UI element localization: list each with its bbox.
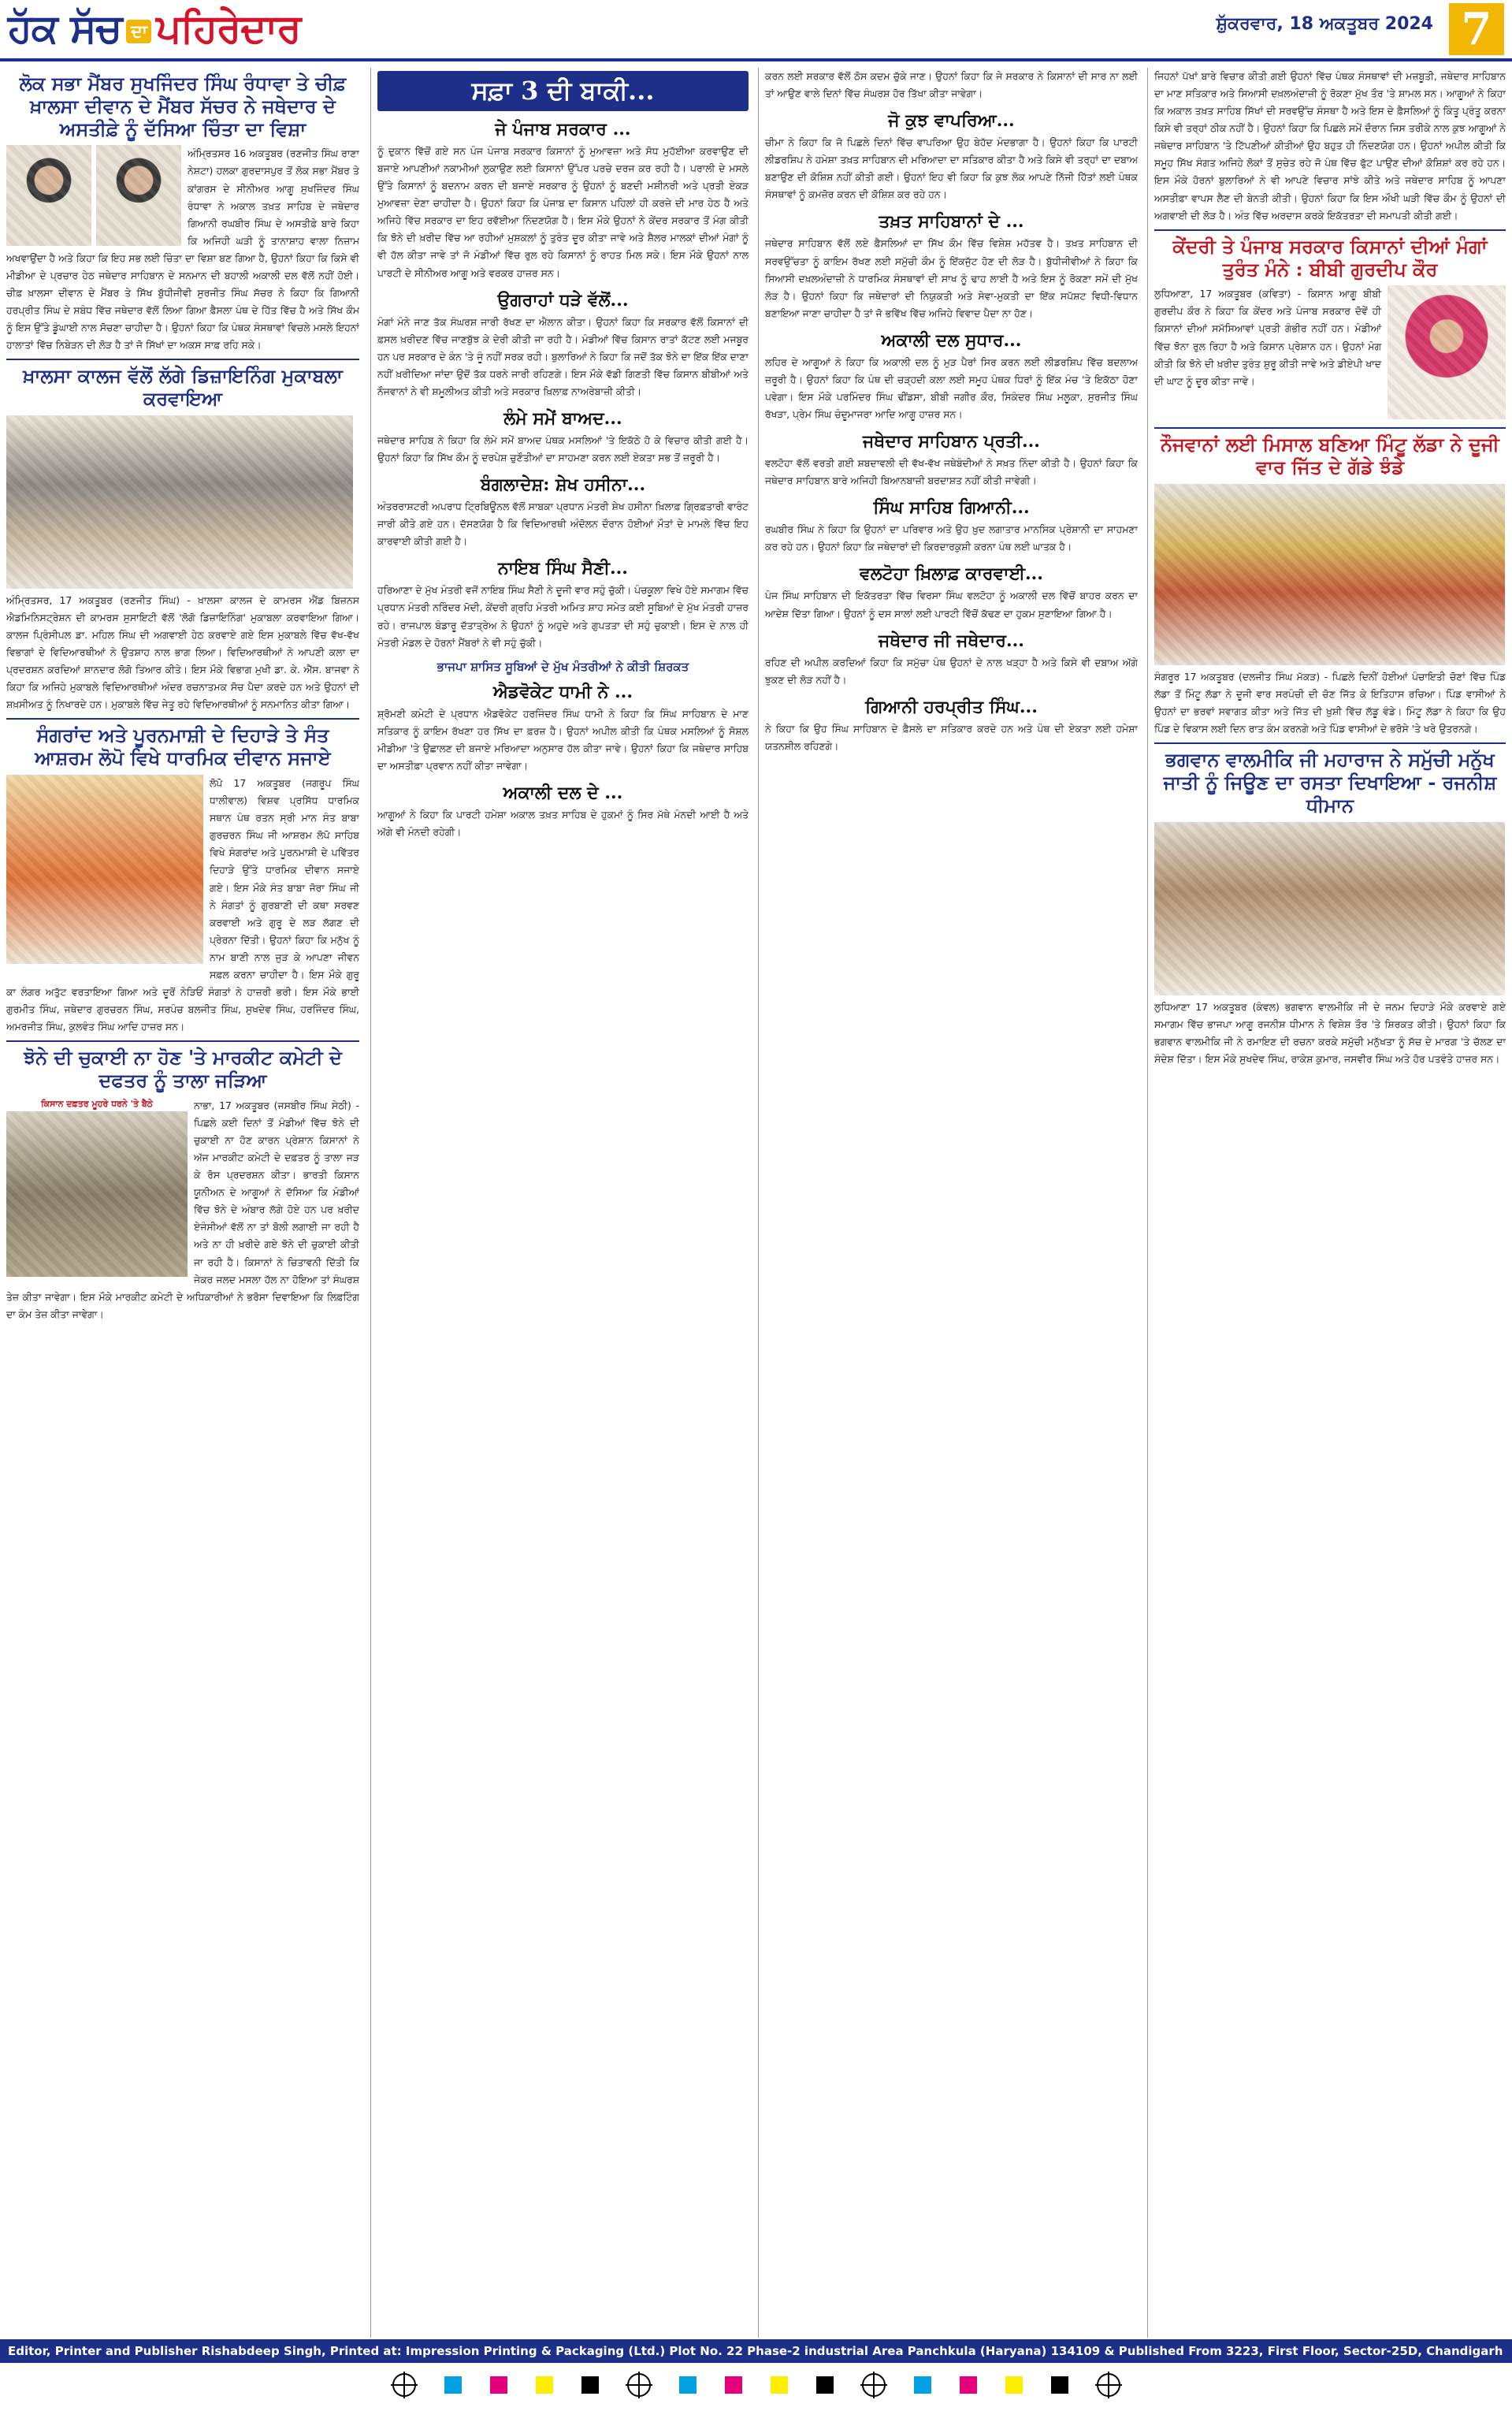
column-4: [1147, 68, 1506, 2338]
subhead-punjab-sarkar: ਜੇ ਪੰਜਾਬ ਸਰਕਾਰ ...: [495, 119, 631, 140]
text-jathedar-ji: ਰਹਿਣ ਦੀ ਅਪੀਲ ਕਰਦਿਆਂ ਕਿਹਾ ਕਿ ਸਮੁੱਚਾ ਪੰਥ ਉਹਨਾਂ ਦੇ ਨਾਲ ਖੜ੍ਹਾ ਹੈ ਅਤੇ ਕਿਸੇ ਵੀ ਦਬਾਅ ਅੱਗੇ ਝੁਕਣ ਦੀ ਲੋੜ ਨਹੀਂ ਹੈ।: [765, 656, 1138, 686]
subhead-akali-dal-de: ਅਕਾਲੀ ਦਲ ਦੇ ...: [503, 783, 623, 804]
subhead-ugrahan: ਉਗਰਾਹਾਂ ਧੜੇ ਵੱਲੋਂ...: [497, 289, 629, 311]
imprint-footer: Editor, Printer and Publisher Rishabdeep Singh, Printed at: Impression Printing & Packaging (Ltd.) Plot No. 22 Phase-2 industrial Area Panchkula (Haryana) 134109 & Published From 3223, First Floor, Sector-25D, Chandigarh: [0, 2339, 1512, 2363]
yellow-swatch: [771, 2376, 788, 2394]
subhead-bjp-cms: ਭਾਜਪਾ ਸ਼ਾਸਿਤ ਸੂਬਿਆਂ ਦੇ ਮੁੱਖ ਮੰਤਰੀਆਂ ਨੇ ਕੀਤੀ ਸ਼ਿਰਕਤ: [437, 659, 689, 674]
headline-mintu-ladda: ਨੌਜਵਾਨਾਂ ਲਈ ਮਿਸਾਲ ਬਣਿਆ ਮਿੰਟੂ ਲੱਡਾ ਨੇ ਦੂਜੀ ਵਾਰ ਜਿੱਤ ਦੇ ਗੱਡੇ ਝੰਡੇ: [1154, 427, 1506, 479]
text-ugrahan: ਮੰਗਾਂ ਮੰਨੇ ਜਾਣ ਤੱਕ ਸੰਘਰਸ਼ ਜਾਰੀ ਰੱਖਣ ਦਾ ਐਲਾਨ ਕੀਤਾ। ਉਹਨਾਂ ਕਿਹਾ ਕਿ ਸਰਕਾਰ ਵੱਲੋਂ ਕਿਸਾਨਾਂ ਦੀ ਫ਼ਸਲ ਖ਼ਰੀਦਣ ਵਿੱਚ ਜਾਣਬੁੱਝ ਕੇ ਦੇਰੀ ਕੀਤੀ ਜਾ ਰਹੀ ਹੈ। ਮੰਡੀਆਂ ਵਿੱਚ ਕਿਸਾਨ ਰਾਤਾਂ ਕੱਟਣ ਲਈ ਮਜਬੂਰ ਹਨ ਪਰ ਸਰਕਾਰ ਦੇ ਕੰਨ 'ਤੇ ਜੂੰ ਨਹੀਂ ਸਰਕ ਰਹੀ। ਬੁਲਾਰਿਆਂ ਨੇ ਕਿਹਾ ਕਿ ਜਦੋਂ ਤੱਕ ਝੋਨੇ ਦਾ ਇੱਕ ਇੱਕ ਦਾਣਾ ਨਹੀਂ ਖ਼ਰੀਦਿਆ ਜਾਂਦਾ ਉਦੋਂ ਤੱਕ ਧਰਨੇ ਜਾਰੀ ਰਹਿਣਗੇ। ਇਸ ਮੌਕੇ ਵੱਡੀ ਗਿਣਤੀ ਵਿੱਚ ਕਿਸਾਨ ਬੀਬੀਆਂ ਅਤੇ ਨੌਜਵਾਨਾਂ ਨੇ ਵੀ ਸ਼ਮੂਲੀਅਤ ਕੀਤੀ ਅਤੇ ਸਰਕਾਰ ਖ਼ਿਲਾਫ਼ ਨਾਅਰੇਬਾਜ਼ੀ ਕੀਤੀ।: [377, 315, 749, 397]
photo-mintu-ladda: [1154, 484, 1505, 665]
subhead-jathedar-ji: ਜਥੇਦਾਰ ਜੀ ਜਥੇਦਾਰ...: [879, 630, 1024, 651]
photo-portrait-2: [96, 145, 181, 246]
article-lopo-text: ਲੋਪੋ 17 ਅਕਤੂਬਰ (ਜਗਰੂਪ ਸਿੰਘ ਧਾਲੀਵਾਲ) ਵਿਸ਼ਵ ਪ੍ਰਸਿੱਧ ਧਾਰਮਿਕ ਸਥਾਨ ਪੰਥ ਰਤਨ ਸ੍ਰੀ ਮਾਨ ਸੰਤ ਬਾਬਾ ਗੁਰਚਰਨ ਸਿੰਘ ਜੀ ਆਸ਼ਰਮ ਲੋਪੋ ਸਾਹਿਬ ਵਿਖੇ ਸੰਗਰਾਂਦ ਅਤੇ ਪੂਰਨਮਾਸ਼ੀ ਦੇ ਪਵਿੱਤਰ ਦਿਹਾੜੇ ਉੱਤੇ ਧਾਰਮਿਕ ਦੀਵਾਨ ਸਜਾਏ ਗਏ। ਇਸ ਮੌਕੇ ਸੰਤ ਬਾਬਾ ਜੋਰਾ ਸਿੰਘ ਜੀ ਨੇ ਸੰਗਤਾਂ ਨੂੰ ਗੁਰਬਾਣੀ ਦੀ ਕਥਾ ਸਰਵਣ ਕਰਵਾਈ ਅਤੇ ਗੁਰੂ ਦੇ ਲੜ ਲੱਗਣ ਦੀ ਪ੍ਰੇਰਨਾ ਦਿੱਤੀ। ਉਹਨਾਂ ਕਿਹਾ ਕਿ ਮਨੁੱਖ ਨੂੰ ਨਾਮ ਬਾਣੀ ਨਾਲ ਜੁੜ ਕੇ ਆਪਣਾ ਜੀਵਨ ਸਫ਼ਲ ਕਰਨਾ ਚਾਹੀਦਾ ਹੈ। ਇਸ ਮੌਕੇ ਗੁਰੂ ਕਾ ਲੰਗਰ ਅਤੁੱਟ ਵਰਤਾਇਆ ਗਿਆ ਅਤੇ ਦੂਰੋਂ ਨੇੜਿਓਂ ਸੰਗਤਾਂ ਨੇ ਹਾਜ਼ਰੀ ਭਰੀ। ਇਸ ਮੌਕੇ ਭਾਈ ਗੁਰਮੀਤ ਸਿੰਘ, ਜਥੇਦਾਰ ਗੁਰਚਰਨ ਸਿੰਘ, ਸਰਪੰਚ ਬਲਜੀਤ ਸਿੰਘ, ਸੁਖਦੇਵ ਸਿੰਘ, ਹਰਜਿੰਦਰ ਸਿੰਘ, ਅਮਰਜੀਤ ਸਿੰਘ, ਕੁਲਵੰਤ ਸਿੰਘ ਆਦਿ ਹਾਜ਼ਰ ਸਨ।: [6, 777, 359, 1033]
text-carryover-4: ਜਿਹਨਾਂ ਪੱਖਾਂ ਬਾਰੇ ਵਿਚਾਰ ਕੀਤੀ ਗਈ ਉਹਨਾਂ ਵਿੱਚ ਪੰਥਕ ਸੰਸਥਾਵਾਂ ਦੀ ਮਜ਼ਬੂਤੀ, ਜਥੇਦਾਰ ਸਾਹਿਬਾਨ ਦਾ ਮਾਣ ਸਤਿਕਾਰ ਅਤੇ ਸਿਆਸੀ ਦਖ਼ਲਅੰਦਾਜ਼ੀ ਨੂੰ ਰੋਕਣਾ ਮੁੱਖ ਤੌਰ 'ਤੇ ਸ਼ਾਮਲ ਸਨ। ਆਗੂਆਂ ਨੇ ਕਿਹਾ ਕਿ ਅਕਾਲ ਤਖ਼ਤ ਸਾਹਿਬ ਸਿੱਖਾਂ ਦੀ ਸਰਵਉੱਚ ਸੰਸਥਾ ਹੈ ਅਤੇ ਇਸ ਦੇ ਫ਼ੈਸਲਿਆਂ ਨੂੰ ਕਿੰਤੂ ਪ੍ਰੰਤੂ ਕਰਨਾ ਕਿਸੇ ਵੀ ਤਰ੍ਹਾਂ ਠੀਕ ਨਹੀਂ ਹੈ। ਉਹਨਾਂ ਕਿਹਾ ਕਿ ਪਿਛਲੇ ਸਮੇਂ ਦੌਰਾਨ ਜਿਸ ਤਰੀਕੇ ਨਾਲ ਕੁਝ ਆਗੂਆਂ ਨੇ ਜਥੇਦਾਰ ਸਾਹਿਬਾਨ 'ਤੇ ਟਿੱਪਣੀਆਂ ਕੀਤੀਆਂ ਉਹ ਬਹੁਤ ਹੀ ਨਿੰਦਣਯੋਗ ਹਨ। ਉਹਨਾਂ ਅਪੀਲ ਕੀਤੀ ਕਿ ਸਮੂਹ ਸਿੱਖ ਸੰਗਤ ਅਜਿਹੇ ਲੋਕਾਂ ਤੋਂ ਸੁਚੇਤ ਰਹੇ ਜੋ ਪੰਥ ਵਿੱਚ ਫੁੱਟ ਪਾਉਣ ਦੀਆਂ ਕੋਸ਼ਿਸ਼ਾਂ ਕਰ ਰਹੇ ਹਨ। ਇਸ ਮੌਕੇ ਹੋਰਨਾਂ ਬੁਲਾਰਿਆਂ ਨੇ ਵੀ ਆਪਣੇ ਵਿਚਾਰ ਸਾਂਝੇ ਕੀਤੇ ਅਤੇ ਜਥੇਦਾਰ ਸਾਹਿਬ ਨੂੰ ਆਪਣਾ ਅਸਤੀਫ਼ਾ ਵਾਪਸ ਲੈਣ ਦੀ ਬੇਨਤੀ ਕੀਤੀ। ਉਹਨਾਂ ਕਿਹਾ ਕਿ ਇਸ ਔਖੀ ਘੜੀ ਵਿੱਚ ਕੌਮ ਨੂੰ ਉਹਨਾਂ ਦੀ ਅਗਵਾਈ ਦੀ ਲੋੜ ਹੈ। ਅੰਤ ਵਿੱਚ ਅਰਦਾਸ ਕਰਕੇ ਇਕੱਤਰਤਾ ਦੀ ਸਮਾਪਤੀ ਕੀਤੀ ਗਈ।: [1154, 70, 1506, 221]
subhead-valtoha: ਵਲਟੋਹਾ ਖ਼ਿਲਾਫ਼ ਕਾਰਵਾਈ...: [860, 564, 1043, 585]
column-3: [758, 68, 1138, 2338]
text-nayab-saini: ਹਰਿਆਣਾ ਦੇ ਮੁੱਖ ਮੰਤਰੀ ਵਜੋਂ ਨਾਇਬ ਸਿੰਘ ਸੈਣੀ ਨੇ ਦੂਜੀ ਵਾਰ ਸਹੁੰ ਚੁੱਕੀ। ਪੰਚਕੂਲਾ ਵਿਖੇ ਹੋਏ ਸਮਾਗਮ ਵਿੱਚ ਪ੍ਰਧਾਨ ਮੰਤਰੀ ਨਰਿੰਦਰ ਮੋਦੀ, ਕੇਂਦਰੀ ਗ੍ਰਹਿ ਮੰਤਰੀ ਅਮਿਤ ਸ਼ਾਹ ਸਮੇਤ ਕਈ ਸੂਬਿਆਂ ਦੇ ਮੁੱਖ ਮੰਤਰੀ ਹਾਜ਼ਰ ਰਹੇ। ਰਾਜਪਾਲ ਬੰਡਾਰੂ ਦੱਤਾਤ੍ਰੇਅ ਨੇ ਉਹਨਾਂ ਨੂੰ ਅਹੁਦੇ ਅਤੇ ਗੁਪਤਤਾ ਦੀ ਸਹੁੰ ਚੁਕਾਈ। ਇਸ ਦੇ ਨਾਲ ਹੀ ਮੰਤਰੀ ਮੰਡਲ ਦੇ ਹੋਰਨਾਂ ਮੈਂਬਰਾਂ ਨੇ ਵੀ ਸਹੁੰ ਚੁੱਕੀ।: [377, 584, 749, 649]
photo-valmiki-event: [1154, 822, 1505, 995]
yellow-swatch: [536, 2376, 553, 2394]
text-harpreet-singh: ਨੇ ਕਿਹਾ ਕਿ ਉਹ ਸਿੰਘ ਸਾਹਿਬਾਨ ਦੇ ਫ਼ੈਸਲੇ ਦਾ ਸਤਿਕਾਰ ਕਰਦੇ ਹਨ ਅਤੇ ਪੰਥ ਦੀ ਏਕਤਾ ਲਈ ਹਮੇਸ਼ਾ ਯਤਨਸ਼ੀਲ ਰਹਿਣਗੇ।: [765, 722, 1138, 752]
text-dhami: ਸ਼੍ਰੋਮਣੀ ਕਮੇਟੀ ਦੇ ਪ੍ਰਧਾਨ ਐਡਵੋਕੇਟ ਹਰਜਿੰਦਰ ਸਿੰਘ ਧਾਮੀ ਨੇ ਕਿਹਾ ਕਿ ਸਿੰਘ ਸਾਹਿਬਾਨ ਦੇ ਮਾਣ ਸਤਿਕਾਰ ਨੂੰ ਕਾਇਮ ਰੱਖਣਾ ਹਰ ਸਿੱਖ ਦਾ ਫ਼ਰਜ਼ ਹੈ। ਉਹਨਾਂ ਅਪੀਲ ਕੀਤੀ ਕਿ ਪੰਥਕ ਮਸਲਿਆਂ ਨੂੰ ਸੋਸ਼ਲ ਮੀਡੀਆ 'ਤੇ ਉਛਾਲਣ ਦੀ ਬਜਾਏ ਮਰਿਆਦਾ ਅਨੁਸਾਰ ਹੱਲ ਕੀਤਾ ਜਾਵੇ। ਉਹਨਾਂ ਕਿਹਾ ਕਿ ਜਥੇਦਾਰ ਸਾਹਿਬ ਦਾ ਅਸਤੀਫ਼ਾ ਪ੍ਰਵਾਨ ਨਹੀਂ ਕੀਤਾ ਜਾਵੇਗਾ।: [377, 707, 749, 772]
text-singh-sahib: ਰਘਬੀਰ ਸਿੰਘ ਨੇ ਕਿਹਾ ਕਿ ਉਹਨਾਂ ਦਾ ਪਰਿਵਾਰ ਅਤੇ ਉਹ ਖ਼ੁਦ ਲਗਾਤਾਰ ਮਾਨਸਿਕ ਪ੍ਰੇਸ਼ਾਨੀ ਦਾ ਸਾਹਮਣਾ ਕਰ ਰਹੇ ਹਨ। ਉਹਨਾਂ ਕਿਹਾ ਕਿ ਜਥੇਦਾਰਾਂ ਦੀ ਕਿਰਦਾਰਕੁਸ਼ੀ ਕਰਨਾ ਪੰਥ ਲਈ ਘਾਤਕ ਹੈ।: [765, 523, 1138, 553]
issue-date: ਸ਼ੁੱਕਰਵਾਰ, 18 ਅਕਤੂਬਰ 2024: [1216, 14, 1433, 34]
subhead-harpreet-singh: ਗਿਆਨੀ ਹਰਪ੍ਰੀਤ ਸਿੰਘ...: [865, 696, 1038, 717]
subhead-nayab-saini: ਨਾਇਬ ਸਿੰਘ ਸੈਣੀ...: [498, 558, 628, 579]
headline-randhawa: ਲੋਕ ਸਭਾ ਮੈਂਬਰ ਸੁਖਜਿੰਦਰ ਸਿੰਘ ਰੰਧਾਵਾ ਤੇ ਚੀਫ਼ ਖ਼ਾਲਸਾ ਦੀਵਾਨ ਦੇ ਮੈਂਬਰ ਸੱਚਰ ਨੇ ਜਥੇਦਾਰ ਦੇ ਅਸਤੀਫ਼ੇ ਨੂੰ ਦੱਸਿਆ ਚਿੰਤਾ ਦਾ ਵਿਸ਼ਾ: [19, 72, 347, 140]
black-swatch: [581, 2376, 599, 2394]
text-akali-sudhar: ਲਹਿਰ ਦੇ ਆਗੂਆਂ ਨੇ ਕਿਹਾ ਕਿ ਅਕਾਲੀ ਦਲ ਨੂੰ ਮੁੜ ਪੈਰਾਂ ਸਿਰ ਕਰਨ ਲਈ ਲੀਡਰਸ਼ਿਪ ਵਿੱਚ ਬਦਲਾਅ ਜ਼ਰੂਰੀ ਹੈ। ਉਹਨਾਂ ਕਿਹਾ ਕਿ ਪੰਥ ਦੀ ਚੜ੍ਹਦੀ ਕਲਾ ਲਈ ਸਮੂਹ ਪੰਥਕ ਧਿਰਾਂ ਨੂੰ ਇੱਕ ਮੰਚ 'ਤੇ ਇਕੱਠਾ ਹੋਣਾ ਪਵੇਗਾ। ਇਸ ਮੌਕੇ ਪਰਮਿੰਦਰ ਸਿੰਘ ਢੀਂਡਸਾ, ਬੀਬੀ ਜਗੀਰ ਕੌਰ, ਸਿਕੰਦਰ ਸਿੰਘ ਮਲੂਕਾ, ਸੁਰਜੀਤ ਸਿੰਘ ਰੱਖੜਾ, ਪ੍ਰੇਮ ਸਿੰਘ ਚੰਦੂਮਾਜਰਾ ਆਦਿ ਆਗੂ ਹਾਜ਼ਰ ਸਨ।: [765, 355, 1138, 421]
text-jathedar-prati: ਵਲਟੋਹਾ ਵੱਲੋਂ ਵਰਤੀ ਗਈ ਸ਼ਬਦਾਵਲੀ ਦੀ ਵੱਖ-ਵੱਖ ਜਥੇਬੰਦੀਆਂ ਨੇ ਸਖ਼ਤ ਨਿੰਦਾ ਕੀਤੀ ਹੈ। ਉਹਨਾਂ ਕਿਹਾ ਕਿ ਜਥੇਦਾਰ ਸਾਹਿਬਾਨ ਬਾਰੇ ਅਜਿਹੀ ਬਿਆਨਬਾਜ਼ੀ ਬਰਦਾਸ਼ਤ ਨਹੀਂ ਕੀਤੀ ਜਾਵੇਗੀ।: [765, 457, 1138, 487]
article-khalsa-college-text: ਅੰਮ੍ਰਿਤਸਰ, 17 ਅਕਤੂਬਰ (ਰਣਜੀਤ ਸਿੰਘ) - ਖ਼ਾਲਸਾ ਕਾਲਜ ਦੇ ਕਾਮਰਸ ਐਂਡ ਬਿਜ਼ਨਸ ਐਡਮਿਨਿਸਟ੍ਰੇਸ਼ਨ ਦੀ ਕਾਮਰਸ ਸੁਸਾਇਟੀ ਵੱਲੋਂ 'ਲੋਗੋ ਡਿਜ਼ਾਇਨਿੰਗ' ਮੁਕਾਬਲਾ ਕਰਵਾਇਆ ਗਿਆ। ਕਾਲਜ ਪ੍ਰਿੰਸੀਪਲ ਡਾ. ਮਹਿਲ ਸਿੰਘ ਦੀ ਅਗਵਾਈ ਹੇਠ ਕਰਵਾਏ ਗਏ ਇਸ ਮੁਕਾਬਲੇ ਵਿੱਚ ਵੱਖ-ਵੱਖ ਵਿਭਾਗਾਂ ਦੇ ਵਿਦਿਆਰਥੀਆਂ ਨੇ ਉਤਸ਼ਾਹ ਨਾਲ ਭਾਗ ਲਿਆ। ਵਿਦਿਆਰਥੀਆਂ ਨੇ ਆਪਣੀ ਕਲਾ ਦਾ ਪ੍ਰਦਰਸ਼ਨ ਕਰਦਿਆਂ ਸ਼ਾਨਦਾਰ ਲੋਗੋ ਤਿਆਰ ਕੀਤੇ। ਇਸ ਮੌਕੇ ਵਿਭਾਗ ਮੁਖੀ ਡਾ. ਕੇ. ਐੱਸ. ਬਾਜਵਾ ਨੇ ਕਿਹਾ ਕਿ ਅਜਿਹੇ ਮੁਕਾਬਲੇ ਵਿਦਿਆਰਥੀਆਂ ਅੰਦਰ ਰਚਨਾਤਮਕ ਸੋਚ ਪੈਦਾ ਕਰਦੇ ਹਨ ਅਤੇ ਉਹਨਾਂ ਦੀ ਸ਼ਖ਼ਸੀਅਤ ਨੂੰ ਨਿਖਾਰਦੇ ਹਨ। ਮੁਕਾਬਲੇ ਵਿੱਚ ਜੇਤੂ ਰਹੇ ਵਿਦਿਆਰਥੀਆਂ ਨੂੰ ਸਨਮਾਨਿਤ ਕੀਤਾ ਗਿਆ।: [6, 593, 359, 711]
market-photo-block: [6, 1097, 188, 1277]
black-swatch: [1051, 2376, 1068, 2394]
registration-bar: [0, 2369, 1512, 2401]
text-valtoha: ਪੰਜ ਸਿੰਘ ਸਾਹਿਬਾਨ ਦੀ ਇਕੱਤਰਤਾ ਵਿੱਚ ਵਿਰਸਾ ਸਿੰਘ ਵਲਟੋਹਾ ਨੂੰ ਅਕਾਲੀ ਦਲ ਵਿੱਚੋਂ ਬਾਹਰ ਕਰਨ ਦਾ ਆਦੇਸ਼ ਦਿੱਤਾ ਗਿਆ। ਉਹਨਾਂ ਨੂੰ ਦਸ ਸਾਲਾਂ ਲਈ ਪਾਰਟੀ ਵਿੱਚੋਂ ਕੱਢਣ ਦਾ ਹੁਕਮ ਸੁਣਾਇਆ ਗਿਆ ਹੈ।: [765, 590, 1138, 619]
column-2: [370, 68, 749, 2338]
subhead-dhami: ਐਡਵੋਕੇਟ ਧਾਮੀ ਨੇ ...: [493, 681, 633, 702]
subhead-lamme-same: ਲੰਮੇ ਸਮੇਂ ਬਾਅਦ...: [503, 408, 622, 430]
text-takht-sahiban: ਜਥੇਦਾਰ ਸਾਹਿਬਾਨ ਵੱਲੋਂ ਲਏ ਫ਼ੈਸਲਿਆਂ ਦਾ ਸਿੱਖ ਕੌਮ ਵਿੱਚ ਵਿਸ਼ੇਸ਼ ਮਹੱਤਵ ਹੈ। ਤਖ਼ਤ ਸਾਹਿਬਾਨ ਦੀ ਸਰਵਉੱਚਤਾ ਨੂੰ ਕਾਇਮ ਰੱਖਣ ਲਈ ਸਮੁੱਚੀ ਕੌਮ ਨੂੰ ਇੱਕਜੁੱਟ ਹੋਣ ਦੀ ਲੋੜ ਹੈ। ਬੁੱਧੀਜੀਵੀਆਂ ਨੇ ਕਿਹਾ ਕਿ ਸਿਆਸੀ ਦਖ਼ਲਅੰਦਾਜ਼ੀ ਨੇ ਧਾਰਮਿਕ ਸੰਸਥਾਵਾਂ ਦੀ ਸਾਖ ਨੂੰ ਢਾਹ ਲਾਈ ਹੈ ਅਤੇ ਇਸ ਨੂੰ ਰੋਕਣਾ ਸਮੇਂ ਦੀ ਮੁੱਖ ਲੋੜ ਹੈ। ਉਹਨਾਂ ਕਿਹਾ ਕਿ ਜਥੇਦਾਰਾਂ ਦੀ ਨਿਯੁਕਤੀ ਅਤੇ ਸੇਵਾ-ਮੁਕਤੀ ਦਾ ਇੱਕ ਸਪੱਸ਼ਟ ਵਿਧੀ-ਵਿਧਾਨ ਬਣਾਇਆ ਜਾਣਾ ਚਾਹੀਦਾ ਹੈ ਤਾਂ ਜੋ ਭਵਿੱਖ ਵਿੱਚ ਅਜਿਹੇ ਵਿਵਾਦ ਪੈਦਾ ਨਾ ਹੋਣ।: [765, 237, 1138, 319]
photo-protest: [6, 1111, 188, 1277]
text-bangladesh: ਅੰਤਰਰਾਸ਼ਟਰੀ ਅਪਰਾਧ ਟ੍ਰਿਬਿਊਨਲ ਵੱਲੋਂ ਸਾਬਕਾ ਪ੍ਰਧਾਨ ਮੰਤਰੀ ਸ਼ੇਖ ਹਸੀਨਾ ਖ਼ਿਲਾਫ਼ ਗ੍ਰਿਫ਼ਤਾਰੀ ਵਾਰੰਟ ਜਾਰੀ ਕੀਤੇ ਗਏ ਹਨ। ਦੱਸਣਯੋਗ ਹੈ ਕਿ ਵਿਦਿਆਰਥੀ ਅੰਦੋਲਨ ਦੌਰਾਨ ਹੋਈਆਂ ਮੌਤਾਂ ਦੇ ਮਾਮਲੇ ਵਿੱਚ ਇਹ ਕਾਰਵਾਈ ਕੀਤੀ ਗਈ ਹੈ।: [377, 500, 749, 548]
photo-lopo-saint: [6, 775, 203, 964]
yellow-swatch: [1005, 2376, 1023, 2394]
page-number: 7: [1449, 3, 1504, 55]
text-lamme-same: ਜਥੇਦਾਰ ਸਾਹਿਬ ਨੇ ਕਿਹਾ ਕਿ ਲੰਮੇ ਸਮੇਂ ਬਾਅਦ ਪੰਥਕ ਮਸਲਿਆਂ 'ਤੇ ਇਕੱਠੇ ਹੋ ਕੇ ਵਿਚਾਰ ਕੀਤੀ ਗਈ ਹੈ। ਉਹਨਾਂ ਕਿਹਾ ਕਿ ਸਿੱਖ ਕੌਮ ਨੂੰ ਦਰਪੇਸ਼ ਚੁਣੌਤੀਆਂ ਦਾ ਸਾਹਮਣਾ ਕਰਨ ਲਈ ਏਕਤਾ ਸਭ ਤੋਂ ਜ਼ਰੂਰੀ ਹੈ।: [377, 434, 749, 464]
logo-part-a: ਹੱਕ ਸੱਚ: [8, 5, 122, 51]
article-gurdeep-kaur-text: ਲੁਧਿਆਣਾ, 17 ਅਕਤੂਬਰ (ਕਵਿਤਾ) - ਕਿਸਾਨ ਆਗੂ ਬੀਬੀ ਗੁਰਦੀਪ ਕੌਰ ਨੇ ਕਿਹਾ ਕਿ ਕੇਂਦਰ ਅਤੇ ਪੰਜਾਬ ਸਰਕਾਰ ਦੋਵੇਂ ਹੀ ਕਿਸਾਨਾਂ ਦੀਆਂ ਸਮੱਸਿਆਵਾਂ ਪ੍ਰਤੀ ਗੰਭੀਰ ਨਹੀਂ ਹਨ। ਮੰਡੀਆਂ ਵਿੱਚ ਝੋਨਾ ਰੁਲ ਰਿਹਾ ਹੈ ਅਤੇ ਕਿਸਾਨ ਪ੍ਰੇਸ਼ਾਨ ਹਨ। ਉਹਨਾਂ ਮੰਗ ਕੀਤੀ ਕਿ ਝੋਨੇ ਦੀ ਖ਼ਰੀਦ ਤੁਰੰਤ ਸ਼ੁਰੂ ਕੀਤੀ ਜਾਵੇ ਅਤੇ ਡੀਏਪੀ ਖਾਦ ਦੀ ਘਾਟ ਨੂੰ ਦੂਰ ਕੀਤਾ ਜਾਵੇ।: [1154, 288, 1381, 387]
magenta-swatch: [960, 2376, 977, 2394]
subhead-jathedar-prati: ਜਥੇਦਾਰ ਸਾਹਿਬਾਨ ਪ੍ਰਤੀ...: [863, 431, 1040, 452]
registration-mark-icon: [862, 2373, 886, 2397]
newspaper-logo: [8, 5, 301, 57]
headline-market-committee: ਝੋਨੇ ਦੀ ਚੁਕਾਈ ਨਾ ਹੋਣ 'ਤੇ ਮਾਰਕੀਟ ਕਮੇਟੀ ਦੇ ਦਫਤਰ ਨੂੰ ਤਾਲਾ ਜੜਿਆ: [6, 1040, 359, 1092]
logo-part-b: ਪਹਿਰੇਦਾਰ: [156, 5, 301, 51]
text-jo-kujh: ਚੀਮਾ ਨੇ ਕਿਹਾ ਕਿ ਜੋ ਪਿਛਲੇ ਦਿਨਾਂ ਵਿੱਚ ਵਾਪਰਿਆ ਉਹ ਬੇਹੱਦ ਮੰਦਭਾਗਾ ਹੈ। ਉਹਨਾਂ ਕਿਹਾ ਕਿ ਪਾਰਟੀ ਲੀਡਰਸ਼ਿਪ ਨੇ ਹਮੇਸ਼ਾ ਤਖ਼ਤ ਸਾਹਿਬਾਨ ਦੀ ਮਰਿਆਦਾ ਦਾ ਸਤਿਕਾਰ ਕੀਤਾ ਹੈ ਅਤੇ ਕਿਸੇ ਵੀ ਤਰ੍ਹਾਂ ਦਾ ਦਬਾਅ ਬਣਾਉਣ ਦੀ ਕੋਸ਼ਿਸ਼ ਨਹੀਂ ਕੀਤੀ ਗਈ। ਉਹਨਾਂ ਇਹ ਵੀ ਕਿਹਾ ਕਿ ਕੁਝ ਲੋਕ ਆਪਣੇ ਨਿੱਜੀ ਹਿੱਤਾਂ ਲਈ ਪੰਥਕ ਸੰਸਥਾਵਾਂ ਨੂੰ ਕਮਜ਼ੋਰ ਕਰਨ ਦੀ ਕੋਸ਼ਿਸ਼ ਕਰ ਰਹੇ ਹਨ।: [765, 136, 1138, 201]
magenta-swatch: [490, 2376, 507, 2394]
black-swatch: [816, 2376, 834, 2394]
logo-da-badge: ਦਾ: [126, 20, 151, 43]
headline-lopo-diwan: ਸੰਗਰਾਂਦ ਅਤੇ ਪੂਰਨਮਾਸ਼ੀ ਦੇ ਦਿਹਾੜੇ ਤੇ ਸੰਤ ਆਸ਼ਰਮ ਲੋਪੋ ਵਿਖੇ ਧਾਰਮਿਕ ਦੀਵਾਨ ਸਜਾਏ: [6, 718, 359, 770]
subhead-akali-sudhar: ਅਕਾਲੀ ਦਲ ਸੁਧਾਰ...: [881, 329, 1022, 351]
masthead: [0, 0, 1512, 61]
headline-khalsa-college: ਖ਼ਾਲਸਾ ਕਾਲਜ ਵੱਲੋਂ ਲੱਗੇ ਡਿਜ਼ਾਇਨਿੰਗ ਮੁਕਾਬਲਾ ਕਰਵਾਇਆ: [6, 359, 359, 411]
subhead-takht-sahiban: ਤਖ਼ਤ ਸਾਹਿਬਾਨਾਂ ਦੇ ...: [879, 211, 1024, 233]
photo-portrait-1: [6, 145, 91, 246]
cyan-swatch: [679, 2376, 697, 2394]
registration-mark-icon: [1097, 2373, 1120, 2397]
photo-gurdeep-kaur: [1388, 285, 1506, 419]
portraits: [6, 145, 181, 246]
cyan-swatch: [914, 2376, 931, 2394]
article-mintu-ladda-text: ਸੰਗਰੂਰ 17 ਅਕਤੂਬਰ (ਦਲਜੀਤ ਸਿੰਘ ਮੱਕੜ) - ਪਿਛਲੇ ਦਿਨੀਂ ਹੋਈਆਂ ਪੰਚਾਇਤੀ ਚੋਣਾਂ ਵਿੱਚ ਪਿੰਡ ਲੱਡਾ ਤੋਂ ਮਿੰਟੂ ਲੱਡਾ ਨੇ ਦੂਜੀ ਵਾਰ ਸਰਪੰਚੀ ਦੀ ਚੋਣ ਜਿੱਤ ਕੇ ਇਤਿਹਾਸ ਰਚਿਆ। ਪਿੰਡ ਵਾਸੀਆਂ ਨੇ ਉਹਨਾਂ ਦਾ ਭਰਵਾਂ ਸਵਾਗਤ ਕੀਤਾ ਅਤੇ ਜਿੱਤ ਦੀ ਖ਼ੁਸ਼ੀ ਵਿੱਚ ਲੱਡੂ ਵੰਡੇ। ਮਿੰਟੂ ਲੱਡਾ ਨੇ ਕਿਹਾ ਕਿ ਉਹ ਪਿੰਡ ਦੇ ਵਿਕਾਸ ਲਈ ਦਿਨ ਰਾਤ ਕੰਮ ਕਰਨਗੇ ਅਤੇ ਪਿੰਡ ਵਾਸੀਆਂ ਦੇ ਭਰੋਸੇ 'ਤੇ ਖਰੇ ਉਤਰਨਗੇ।: [1154, 670, 1506, 735]
text-punjab-sarkar: ਨੂੰ ਦੁਕਾਨ ਵਿੱਚੋਂ ਗਏ ਸਨ ਪੰਜ ਪੰਜਾਬ ਸਰਕਾਰ ਕਿਸਾਨਾਂ ਨੂੰ ਮੁਆਵਜ਼ਾ ਅਤੇ ਸੋਧ ਮੁਹੱਈਆ ਕਰਵਾਉਣ ਦੀ ਬਜਾਏ ਆਪਣੀਆਂ ਨਕਾਮੀਆਂ ਲੁਕਾਉਣ ਲਈ ਕਿਸਾਨਾਂ ਉੱਪਰ ਪਰਚੇ ਦਰਜ ਕਰ ਰਹੀ ਹੈ। ਪਰਾਲੀ ਦੇ ਮਸਲੇ ਉੱਤੇ ਕਿਸਾਨਾਂ ਨੂੰ ਬਦਨਾਮ ਕਰਨ ਦੀ ਬਜਾਏ ਸਰਕਾਰ ਨੂੰ ਉਹਨਾਂ ਨੂੰ ਬਣਦੀ ਮਸ਼ੀਨਰੀ ਅਤੇ ਪ੍ਰਤੀ ਏਕੜ ਮੁਆਵਜ਼ਾ ਦੇਣਾ ਚਾਹੀਦਾ ਹੈ। ਉਹਨਾਂ ਕਿਹਾ ਕਿ ਪੰਜਾਬ ਦਾ ਕਿਸਾਨ ਪਹਿਲਾਂ ਹੀ ਕਰਜ਼ੇ ਦੀ ਮਾਰ ਹੇਠ ਹੈ ਅਤੇ ਅਜਿਹੇ ਵਿੱਚ ਸਰਕਾਰ ਦਾ ਇਹ ਰਵੱਈਆ ਨਿੰਦਣਯੋਗ ਹੈ। ਇਸ ਮੌਕੇ ਉਹਨਾਂ ਨੇ ਕੇਂਦਰ ਸਰਕਾਰ ਤੋਂ ਮੰਗ ਕੀਤੀ ਕਿ ਝੋਨੇ ਦੀ ਖ਼ਰੀਦ ਵਿੱਚ ਆ ਰਹੀਆਂ ਮੁਸ਼ਕਲਾਂ ਨੂੰ ਤੁਰੰਤ ਦੂਰ ਕੀਤਾ ਜਾਵੇ ਅਤੇ ਸ਼ੈਲਰ ਮਾਲਕਾਂ ਦੀਆਂ ਮੰਗਾਂ ਨੂੰ ਵੀ ਹੱਲ ਕੀਤਾ ਜਾਵੇ ਤਾਂ ਜੋ ਮੰਡੀਆਂ ਵਿੱਚ ਰੁਲ ਰਹੇ ਕਿਸਾਨਾਂ ਨੂੰ ਰਾਹਤ ਮਿਲ ਸਕੇ। ਇਸ ਮੌਕੇ ਉਹਨਾਂ ਨਾਲ ਪਾਰਟੀ ਦੇ ਸੀਨੀਅਰ ਆਗੂ ਅਤੇ ਵਰਕਰ ਹਾਜ਼ਰ ਸਨ।: [377, 145, 749, 279]
photo-khalsa-college: [6, 415, 353, 589]
article-randhawa-text: ਅੰਮ੍ਰਿਤਸਰ 16 ਅਕਤੂਬਰ (ਰਣਜੀਤ ਸਿੰਘ ਰਾਣਾ ਨੇਸ਼ਟਾ) ਹਲਕਾ ਗੁਰਦਾਸਪੁਰ ਤੋਂ ਲੋਕ ਸਭਾ ਮੈਂਬਰ ਤੇ ਕਾਂਗਰਸ ਦੇ ਸੀਨੀਅਰ ਆਗੂ ਸੁਖਜਿੰਦਰ ਸਿੰਘ ਰੰਧਾਵਾ ਨੇ ਅਕਾਲ ਤਖ਼ਤ ਸਾਹਿਬ ਦੇ ਜਥੇਦਾਰ ਗਿਆਨੀ ਰਘਬੀਰ ਸਿੰਘ ਦੇ ਅਸਤੀਫ਼ੇ ਬਾਰੇ ਕਿਹਾ ਕਿ ਅਜਿਹੀ ਘੜੀ ਨੂੰ ਤਾਨਾਸ਼ਾਹ ਵਾਲਾ ਨਿਜ਼ਾਮ ਅਖਵਾਉਂਦਾ ਹੈ ਅਤੇ ਕਿਹਾ ਕਿ ਇਹ ਸਭ ਲਈ ਚਿੰਤਾ ਦਾ ਵਿਸ਼ਾ ਬਣ ਗਿਆ ਹੈ, ਉਹਨਾਂ ਕਿਹਾ ਕਿ ਕਿਸੇ ਵੀ ਮੀਡੀਆ ਦੇ ਪ੍ਰਚਾਰ ਹੇਠ ਜਥੇਦਾਰ ਸਾਹਿਬਾਨ ਦੇ ਸਨਮਾਨ ਦੀ ਬਹਾਲੀ ਅਕਾਲੀ ਦਲ ਵੱਲੋਂ ਨਹੀਂ ਹੋਈ। ਚੀਫ਼ ਖ਼ਾਲਸਾ ਦੀਵਾਨ ਦੇ ਮੈਂਬਰ ਤੇ ਸਿੱਖ ਬੁੱਧੀਜੀਵੀ ਸੁਰਜੀਤ ਸਿੰਘ ਸੱਚਰ ਨੇ ਕਿਹਾ ਕਿ ਗਿਆਨੀ ਹਰਪ੍ਰੀਤ ਸਿੰਘ ਦੇ ਸਬੰਧ ਵਿੱਚ ਜਥੇਦਾਰ ਵੱਲੋਂ ਲਿਆ ਗਿਆ ਫ਼ੈਸਲਾ ਪੰਥ ਦੇ ਹਿੱਤ ਵਿੱਚ ਹੈ ਅਤੇ ਸਿੱਖ ਕੌਮ ਨੂੰ ਇਸ ਉੱਤੇ ਡੂੰਘਾਈ ਨਾਲ ਸੋਚਣਾ ਚਾਹੀਦਾ ਹੈ। ਉਹਨਾਂ ਕਿਹਾ ਕਿ ਪੰਥਕ ਸੰਸਥਾਵਾਂ ਵਿਚਲੇ ਮਸਲੇ ਇਹਨਾਂ ਹਾਲਾਤਾਂ ਵਿੱਚ ਨਿਬੇੜਨ ਦੀ ਲੋੜ ਹੈ ਤਾਂ ਜੋ ਸਿੱਖਾਂ ਦਾ ਅਕਸ ਸਾਫ਼ ਰਹਿ ਸਕੇ।: [6, 147, 359, 352]
subhead-jo-kujh: ਜੋ ਕੁਝ ਵਾਪਰਿਆ...: [888, 110, 1015, 132]
text-akali-dal-de: ਆਗੂਆਂ ਨੇ ਕਿਹਾ ਕਿ ਪਾਰਟੀ ਹਮੇਸ਼ਾ ਅਕਾਲ ਤਖ਼ਤ ਸਾਹਿਬ ਦੇ ਹੁਕਮਾਂ ਨੂੰ ਸਿਰ ਮੱਥੇ ਮੰਨਦੀ ਆਈ ਹੈ ਅਤੇ ਅੱਗੇ ਵੀ ਮੰਨਦੀ ਰਹੇਗੀ।: [377, 809, 749, 839]
registration-mark-icon: [627, 2373, 651, 2397]
magenta-swatch: [725, 2376, 742, 2394]
column-1: [6, 68, 359, 2338]
headline-gurdeep-kaur: ਕੇਂਦਰੀ ਤੇ ਪੰਜਾਬ ਸਰਕਾਰ ਕਿਸਾਨਾਂ ਦੀਆਂ ਮੰਗਾਂ ਤੁਰੰਤ ਮੰਨੇ : ਬੀਬੀ ਗੁਰਦੀਪ ਕੌਰ: [1154, 229, 1506, 281]
article-valmiki-text: ਲੁਧਿਆਣਾ 17 ਅਕਤੂਬਰ (ਕੰਵਲ) ਭਗਵਾਨ ਵਾਲਮੀਕਿ ਜੀ ਦੇ ਜਨਮ ਦਿਹਾੜੇ ਮੌਕੇ ਕਰਵਾਏ ਗਏ ਸਮਾਗਮ ਵਿੱਚ ਭਾਜਪਾ ਆਗੂ ਰਜਨੀਸ਼ ਧੀਮਾਨ ਨੇ ਵਿਸ਼ੇਸ਼ ਤੌਰ 'ਤੇ ਸ਼ਿਰਕਤ ਕੀਤੀ। ਉਹਨਾਂ ਕਿਹਾ ਕਿ ਭਗਵਾਨ ਵਾਲਮੀਕਿ ਜੀ ਨੇ ਰਮਾਇਣ ਦੀ ਰਚਨਾ ਕਰਕੇ ਸਮੁੱਚੀ ਮਨੁੱਖਤਾ ਨੂੰ ਸੱਚ ਦੇ ਮਾਰਗ 'ਤੇ ਚੱਲਣ ਦਾ ਸੰਦੇਸ਼ ਦਿੱਤਾ। ਇਸ ਮੌਕੇ ਸੁਖਦੇਵ ਸਿੰਘ, ਰਾਕੇਸ਼ ਕੁਮਾਰ, ਜਸਵੀਰ ਸਿੰਘ ਅਤੇ ਹੋਰ ਪਤਵੰਤੇ ਹਾਜ਼ਰ ਸਨ।: [1154, 1000, 1506, 1065]
subhead-bangladesh: ਬੰਗਲਾਦੇਸ਼: ਸ਼ੇਖ ਹਸੀਨਾ...: [480, 474, 646, 496]
article-market-committee-text: ਨਾਭਾ, 17 ਅਕਤੂਬਰ (ਜਸਬੀਰ ਸਿੰਘ ਸੇਠੀ) - ਪਿਛਲੇ ਕਈ ਦਿਨਾਂ ਤੋਂ ਮੰਡੀਆਂ ਵਿੱਚ ਝੋਨੇ ਦੀ ਚੁਕਾਈ ਨਾ ਹੋਣ ਕਾਰਨ ਪ੍ਰੇਸ਼ਾਨ ਕਿਸਾਨਾਂ ਨੇ ਅੱਜ ਮਾਰਕੀਟ ਕਮੇਟੀ ਦੇ ਦਫ਼ਤਰ ਨੂੰ ਤਾਲਾ ਜੜ ਕੇ ਰੋਸ ਪ੍ਰਦਰਸ਼ਨ ਕੀਤਾ। ਭਾਰਤੀ ਕਿਸਾਨ ਯੂਨੀਅਨ ਦੇ ਆਗੂਆਂ ਨੇ ਦੱਸਿਆ ਕਿ ਮੰਡੀਆਂ ਵਿੱਚ ਝੋਨੇ ਦੇ ਅੰਬਾਰ ਲੱਗੇ ਹੋਏ ਹਨ ਪਰ ਖ਼ਰੀਦ ਏਜੰਸੀਆਂ ਵੱਲੋਂ ਨਾ ਤਾਂ ਬੋਲੀ ਲਗਾਈ ਜਾ ਰਹੀ ਹੈ ਅਤੇ ਨਾ ਹੀ ਖ਼ਰੀਦੇ ਗਏ ਝੋਨੇ ਦੀ ਚੁਕਾਈ ਕੀਤੀ ਜਾ ਰਹੀ ਹੈ। ਕਿਸਾਨਾਂ ਨੇ ਚਿਤਾਵਨੀ ਦਿੱਤੀ ਕਿ ਜੇਕਰ ਜਲਦ ਮਸਲਾ ਹੱਲ ਨਾ ਹੋਇਆ ਤਾਂ ਸੰਘਰਸ਼ ਤੇਜ਼ ਕੀਤਾ ਜਾਵੇਗਾ। ਇਸ ਮੌਕੇ ਮਾਰਕੀਟ ਕਮੇਟੀ ਦੇ ਅਧਿਕਾਰੀਆਂ ਨੇ ਭਰੋਸਾ ਦਿਵਾਇਆ ਕਿ ਲਿਫ਼ਟਿੰਗ ਦਾ ਕੰਮ ਤੇਜ਼ ਕੀਤਾ ਜਾਵੇਗਾ।: [6, 1099, 359, 1320]
subhead-singh-sahib: ਸਿੰਘ ਸਾਹਿਬ ਗਿਆਨੀ...: [873, 497, 1030, 519]
continuation-banner: ਸਫ਼ਾ 3 ਦੀ ਬਾਕੀ...: [377, 71, 749, 111]
headline-valmiki: ਭਗਵਾਨ ਵਾਲਮੀਕਿ ਜੀ ਮਹਾਰਾਜ ਨੇ ਸਮੁੱਚੀ ਮਨੁੱਖ ਜਾਤੀ ਨੂੰ ਜਿਊਣ ਦਾ ਰਸਤਾ ਦਿਖਾਇਆ - ਰਜਨੀਸ਼ ਧੀਮਾਨ: [1154, 742, 1506, 817]
text-carryover: ਕਰਨ ਲਈ ਸਰਕਾਰ ਵੱਲੋਂ ਠੋਸ ਕਦਮ ਚੁੱਕੇ ਜਾਣ। ਉਹਨਾਂ ਕਿਹਾ ਕਿ ਜੇ ਸਰਕਾਰ ਨੇ ਕਿਸਾਨਾਂ ਦੀ ਸਾਰ ਨਾ ਲਈ ਤਾਂ ਆਉਣ ਵਾਲੇ ਦਿਨਾਂ ਵਿੱਚ ਸੰਘਰਸ਼ ਹੋਰ ਤਿੱਖਾ ਕੀਤਾ ਜਾਵੇਗਾ।: [765, 70, 1138, 100]
cyan-swatch: [444, 2376, 462, 2394]
registration-mark-icon: [392, 2373, 416, 2397]
photo-caption-protest: ਕਿਸਾਨ ਦਫ਼ਤਰ ਮੂਹਰੇ ਧਰਨੇ 'ਤੇ ਬੈਠੇ: [41, 1098, 153, 1109]
